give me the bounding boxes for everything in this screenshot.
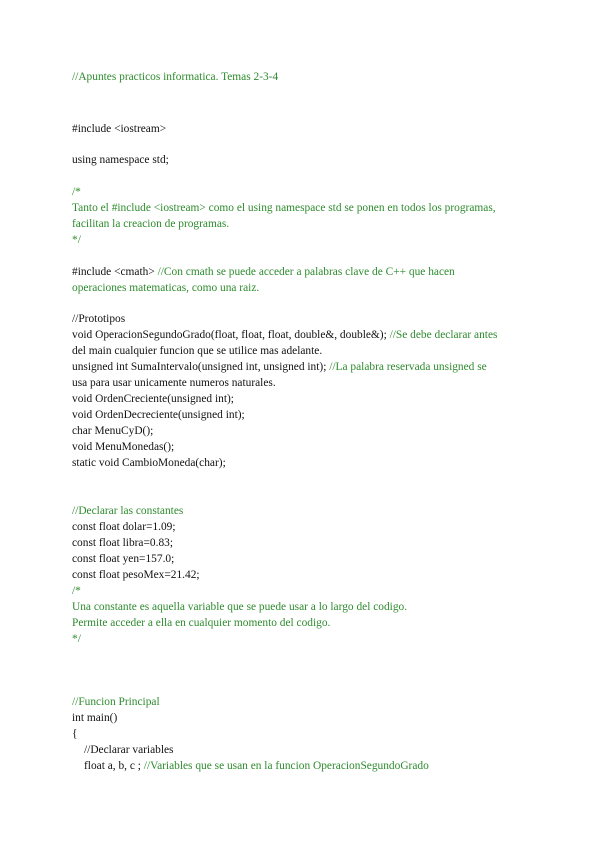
block-comment-line-2: facilitan la creacion de programas. (72, 218, 230, 230)
declare-variables-comment: //Declarar variables (84, 744, 174, 756)
include-cmath-comment-cont: operaciones matematicas, como una raiz. (72, 282, 260, 294)
prototype-orden-creciente: void OrdenCreciente(unsigned int); (72, 393, 234, 405)
constant-libra: const float libra=0.83; (72, 537, 174, 549)
main-function-signature: int main() (72, 712, 118, 724)
float-declaration-line (84, 759, 429, 773)
prototype-suma-comment: //La palabra reservada unsigned se (326, 361, 487, 373)
prototype-cambio-moneda: static void CambioMoneda(char); (72, 457, 226, 469)
prototypes-heading: //Prototipos (72, 313, 126, 325)
float-declaration-comment: //Variables que se usan en la funcion OperacionSegundoGrado (140, 760, 429, 772)
prototype-operacion-comment: //Se debe declarar antes (386, 329, 498, 341)
prototype-suma-code: unsigned int SumaIntervalo(unsigned int, unsigned int); (72, 361, 327, 373)
prototype-menu-monedas: void MenuMonedas(); (72, 441, 175, 453)
include-cmath-comment: //Con cmath se puede acceder a palabras clave de C++ que hacen (154, 266, 455, 278)
header-comment: //Apuntes practicos informatica. Temas 2-3-4 (72, 71, 279, 83)
prototype-suma-line (72, 360, 487, 374)
include-cmath-code: #include <cmath> (72, 266, 155, 278)
constant-yen: const float yen=157.0; (72, 553, 175, 565)
block-comment-close: */ (72, 234, 81, 246)
constants-comment-line-1: Una constante es aquella variable que se puede usar a lo largo del codigo. (72, 601, 408, 613)
constant-dolar: const float dolar=1.09; (72, 521, 176, 533)
prototype-operacion-code: void OperacionSegundoGrado(float, float, float, double&, double&); (72, 329, 387, 341)
block-comment-open: /* (72, 186, 81, 198)
prototype-suma-cont: usa para usar unicamente numeros naturales. (72, 377, 276, 389)
prototype-orden-decreciente: void OrdenDecreciente(unsigned int); (72, 409, 245, 421)
prototype-menu-cyd: char MenuCyD(); (72, 425, 154, 437)
constant-peso-mex: const float pesoMex=21.42; (72, 569, 200, 581)
constants-heading: //Declarar las constantes (72, 505, 184, 517)
constants-comment-open: /* (72, 585, 81, 597)
constants-comment-close: */ (72, 633, 81, 645)
main-function-open-brace: { (72, 728, 78, 740)
using-namespace-line: using namespace std; (72, 154, 169, 166)
prototype-operacion-cont: del main cualquier funcion que se utilice mas adelante. (72, 345, 323, 357)
constants-comment-line-2: Permite acceder a ella en cualquier momento del codigo. (72, 617, 331, 629)
float-declaration-code: float a, b, c ; (84, 760, 141, 772)
block-comment-line-1: Tanto el #include <iostream> como el using namespace std se ponen en todos los programas, (72, 202, 496, 214)
include-cmath-line (72, 265, 455, 279)
include-iostream-line: #include <iostream> (72, 123, 167, 135)
main-function-heading: //Funcion Principal (72, 696, 160, 708)
prototype-operacion-line (72, 328, 497, 342)
